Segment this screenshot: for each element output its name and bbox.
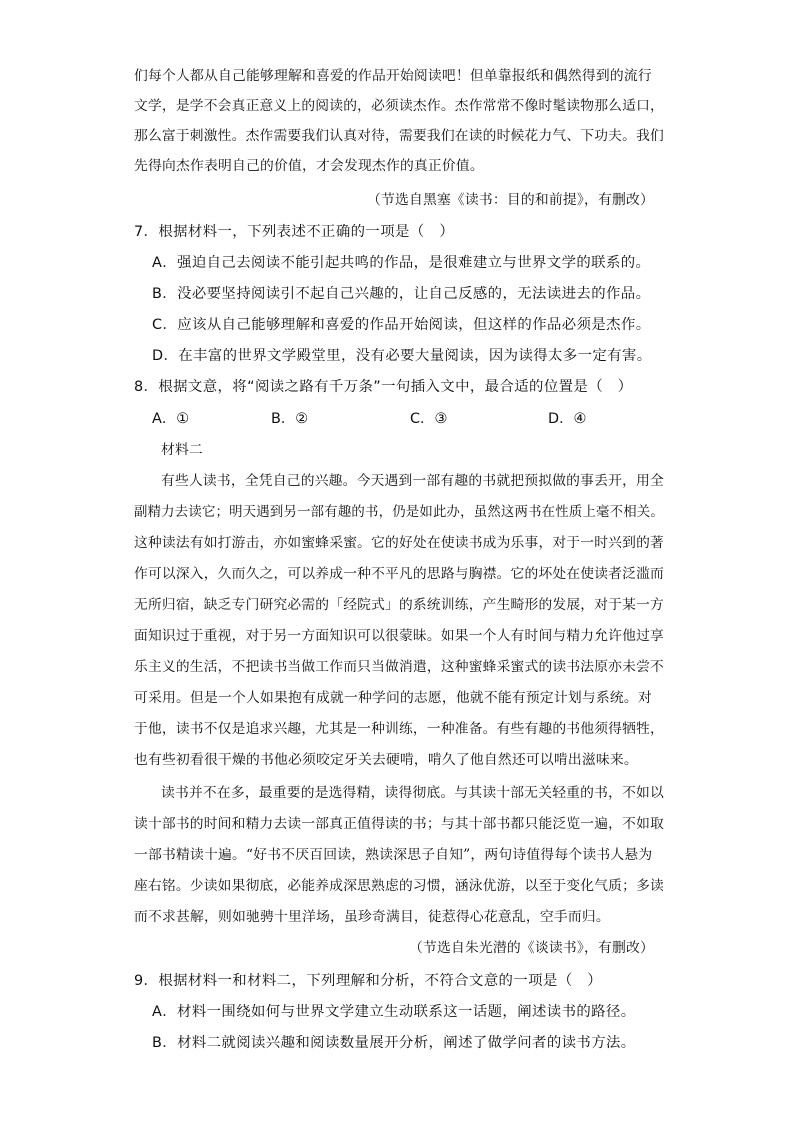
q9-stem: 9．根据材料一和材料二，下列理解和分析，不符合文意的一项是（ ）	[134, 973, 603, 989]
q7-option-d[interactable]: D．在丰富的世界文学殿堂里，没有必要大量阅读，因为读得太多一定有害。	[152, 348, 652, 364]
material2-p1-line-3: 这种读法有如打游击，亦如蜜蜂采蜜。它的好处在使读书成为乐事，对于一时兴到的著	[134, 535, 664, 551]
material2-p1-line-2: 副精力去读它；明天遇到另一部有趣的书，仍是如此办，虽然这两书在性质上毫不相关。	[134, 504, 665, 520]
q8-option-b[interactable]: B．②	[271, 411, 309, 427]
q8-option-a[interactable]: A．①	[152, 411, 190, 427]
material2-p1-line-10: 也有些初看很干燥的书他必须咬定牙关去硬啃，啃久了他自然还可以啃出滋味来。	[134, 752, 638, 768]
material2-p2-line-5: 而不求甚解，则如驰骋十里洋场，虽珍奇满目，徒惹得心花意乱，空手而归。	[134, 909, 610, 925]
material1-line-3: 那么富于刺激性。杰作需要我们认真对待，需要我们在读的时候花力气、下功夫。我们	[134, 128, 664, 144]
material2-p1-line-9: 于他，读书不仅是追求兴趣，尤其是一种训练，一种准备。有些有趣的书他须得牺牲，	[134, 721, 664, 737]
q7-option-a[interactable]: A．强迫自己去阅读不能引起共鸣的作品，是很难建立与世界文学的联系的。	[152, 255, 651, 271]
material2-p2-line-1: 读书并不在多，最重要的是选得精，读得彻底。与其读十部无关轻重的书，不如以	[161, 785, 664, 801]
material1-line-4: 先得向杰作表明自己的价值，才会发现杰作的真正价值。	[134, 158, 484, 174]
q9-option-a[interactable]: A．材料一围绕如何与世界文学建立生动联系这一话题，阐述读书的路径。	[152, 1004, 636, 1020]
material2-p1-line-4: 作可以深入，久而久之，可以养成一种不平凡的思路与胸襟。它的坏处在使读者泛滥而	[134, 566, 664, 582]
q8-option-c[interactable]: C．③	[410, 411, 448, 427]
material2-p2-line-3: 一部书精读十遍。“好书不厌百回读，熟读深思子自知”，两句诗值得每个读书人悬为	[134, 847, 653, 863]
q8-stem: 8．根据文意，将“阅读之路有千万条”一句插入文中，最合适的位置是（ ）	[134, 379, 633, 395]
q7-option-b[interactable]: B．没必要坚持阅读引不起自己兴趣的，让自己反感的，无法读进去的作品。	[152, 286, 651, 302]
q7-stem: 7．根据材料一，下列表述不正确的一项是（ ）	[134, 224, 455, 240]
material2-title: 材料二	[161, 442, 203, 458]
material1-line-2: 文学，是学不会真正意义上的阅读的，必须读杰作。杰作常常不像时髦读物那么适口，	[134, 98, 664, 114]
material2-source: （节选自朱光潜的《谈读书》，有删改）	[408, 940, 654, 956]
material1-source: （节选自黑塞《读书：目的和前提》，有删改）	[366, 192, 654, 208]
material2-p2-line-4: 座右铭。少读如果彻底，必能养成深思熟虑的习惯，涵泳优游，以至于变化气质；多读	[134, 878, 664, 894]
q8-option-d[interactable]: D．④	[548, 411, 587, 427]
material2-p1-line-7: 乐主义的生活，不把读书当做工作而只当做消遣，这种蜜蜂采蜜式的读书法原亦未尝不	[134, 659, 664, 675]
material2-p1-line-6: 面知识过于重视，对于另一方面知识可以很蒙昧。如果一个人有时间与精力允许他过享	[134, 628, 664, 644]
material1-line-1: 们每个人都从自己能够理解和喜爱的作品开始阅读吧！但单靠报纸和偶然得到的流行	[134, 68, 652, 84]
material2-p2-line-2: 读十部书的时间和精力去读一部真正值得读的书；与其十部书都只能泛览一遍，不如取	[134, 816, 664, 832]
material2-p1-line-1: 有些人读书，全凭自己的兴趣。今天遇到一部有趣的书就把预拟做的事丢开，用全	[161, 473, 664, 489]
q7-option-c[interactable]: C．应该从自己能够理解和喜爱的作品开始阅读，但这样的作品必须是杰作。	[152, 317, 651, 333]
material2-p1-line-8: 可采用。但是一个人如果抱有成就一种学问的志愿，他就不能有预定计划与系统。对	[134, 690, 652, 706]
q9-option-b[interactable]: B．材料二就阅读兴趣和阅读数量展开分析，阐述了做学问者的读书方法。	[152, 1035, 636, 1051]
material2-p1-line-5: 无所归宿，缺乏专门研究必需的「经院式」的系统训练，产生畸形的发展，对于某一方	[134, 597, 664, 613]
